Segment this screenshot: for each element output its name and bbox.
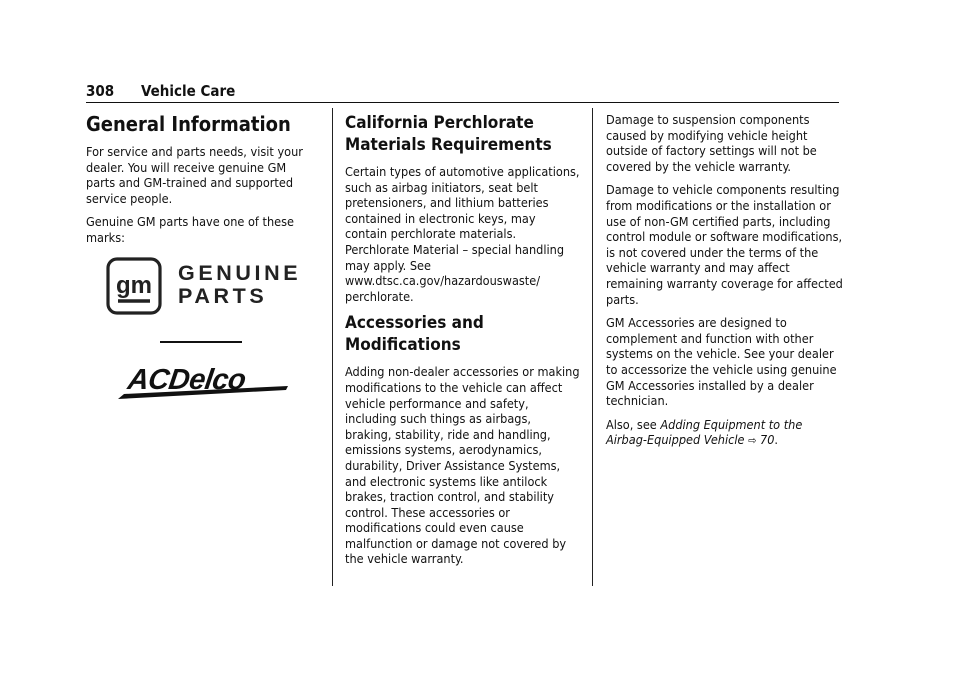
page-header [86,82,839,104]
paragraph-suspension: Damage to suspension components caused by modifying vehicle height outside of factory settings will not be covered by the vehicle warranty. [606,112,817,174]
genuine-logo-line: GENUINE [178,261,302,285]
paragraph-perchlorate: Certain types of automotive applications, such as airbag initiators, seat belt pretensioners, and lithium batteries contained in electronic keys, may contain perchlorate materials. Perchlorate Material – special handling may apply. See www.dtsc.ca.gov/hazardouswaste/ perchlorate. [345,164,580,304]
cross-reference-page: 70 [760,432,775,448]
page-reference-icon: ⇨ [748,434,757,448]
parts-logo-line: PARTS [178,284,268,308]
column-2 [345,112,580,575]
header-rule [86,102,839,103]
gm-logo-text: gm [116,272,152,299]
logo-separator [160,341,242,343]
genuine-parts-logo [178,262,301,308]
page-number: 308 [86,82,115,100]
column-divider-2 [592,108,593,586]
paragraph-service-parts: For service and parts needs, visit your dealer. You will receive genuine GM parts and GM-trained and supported service people. [86,144,303,206]
heading-accessories: Accessories and Modifications [345,313,484,356]
heading-general-information: General Information [86,112,291,136]
paragraph-gm-accessories: GM Accessories are designed to complement and function with other systems on the vehicle. See your dealer to accessorize the vehicle using genuine GM Accessories installed by a dealer technician. [606,315,837,409]
column-divider-1 [332,108,333,586]
also-see-prefix: Also, see [606,416,661,432]
column-1 [86,112,318,254]
paragraph-also-see [606,417,846,449]
cross-reference-title: Adding Equipment to the Airbag-Equipped Vehicle [606,416,803,448]
section-title: Vehicle Care [141,82,236,100]
gm-logo-icon [106,257,162,315]
paragraph-components: Damage to vehicle components resulting from modifications or the installation or use of non-GM certified parts, including control module or software modifications, is not covered under the terms of the vehicle warranty and may affect remaining warranty coverage for affected parts. [606,182,843,307]
also-see-suffix: . [774,432,779,448]
acdelco-logo-text: ACDelco [125,364,248,396]
paragraph-genuine-marks: Genuine GM parts have one of these marks: [86,214,294,245]
column-3 [606,112,846,457]
heading-perchlorate: California Perchlorate Materials Requirements [345,113,552,155]
paragraph-accessories: Adding non-dealer accessories or making modifications to the vehicle can affect vehicle performance and safety, including such things as airbags, braking, stability, ride and handling, emissions systems, aerodynamics, durability, Driver Assistance Systems, and electronic systems like antilock brakes, traction control, and stability control. These accessories or modifications could even cause malfunction or damage not covered by the vehicle warranty. [345,364,580,567]
